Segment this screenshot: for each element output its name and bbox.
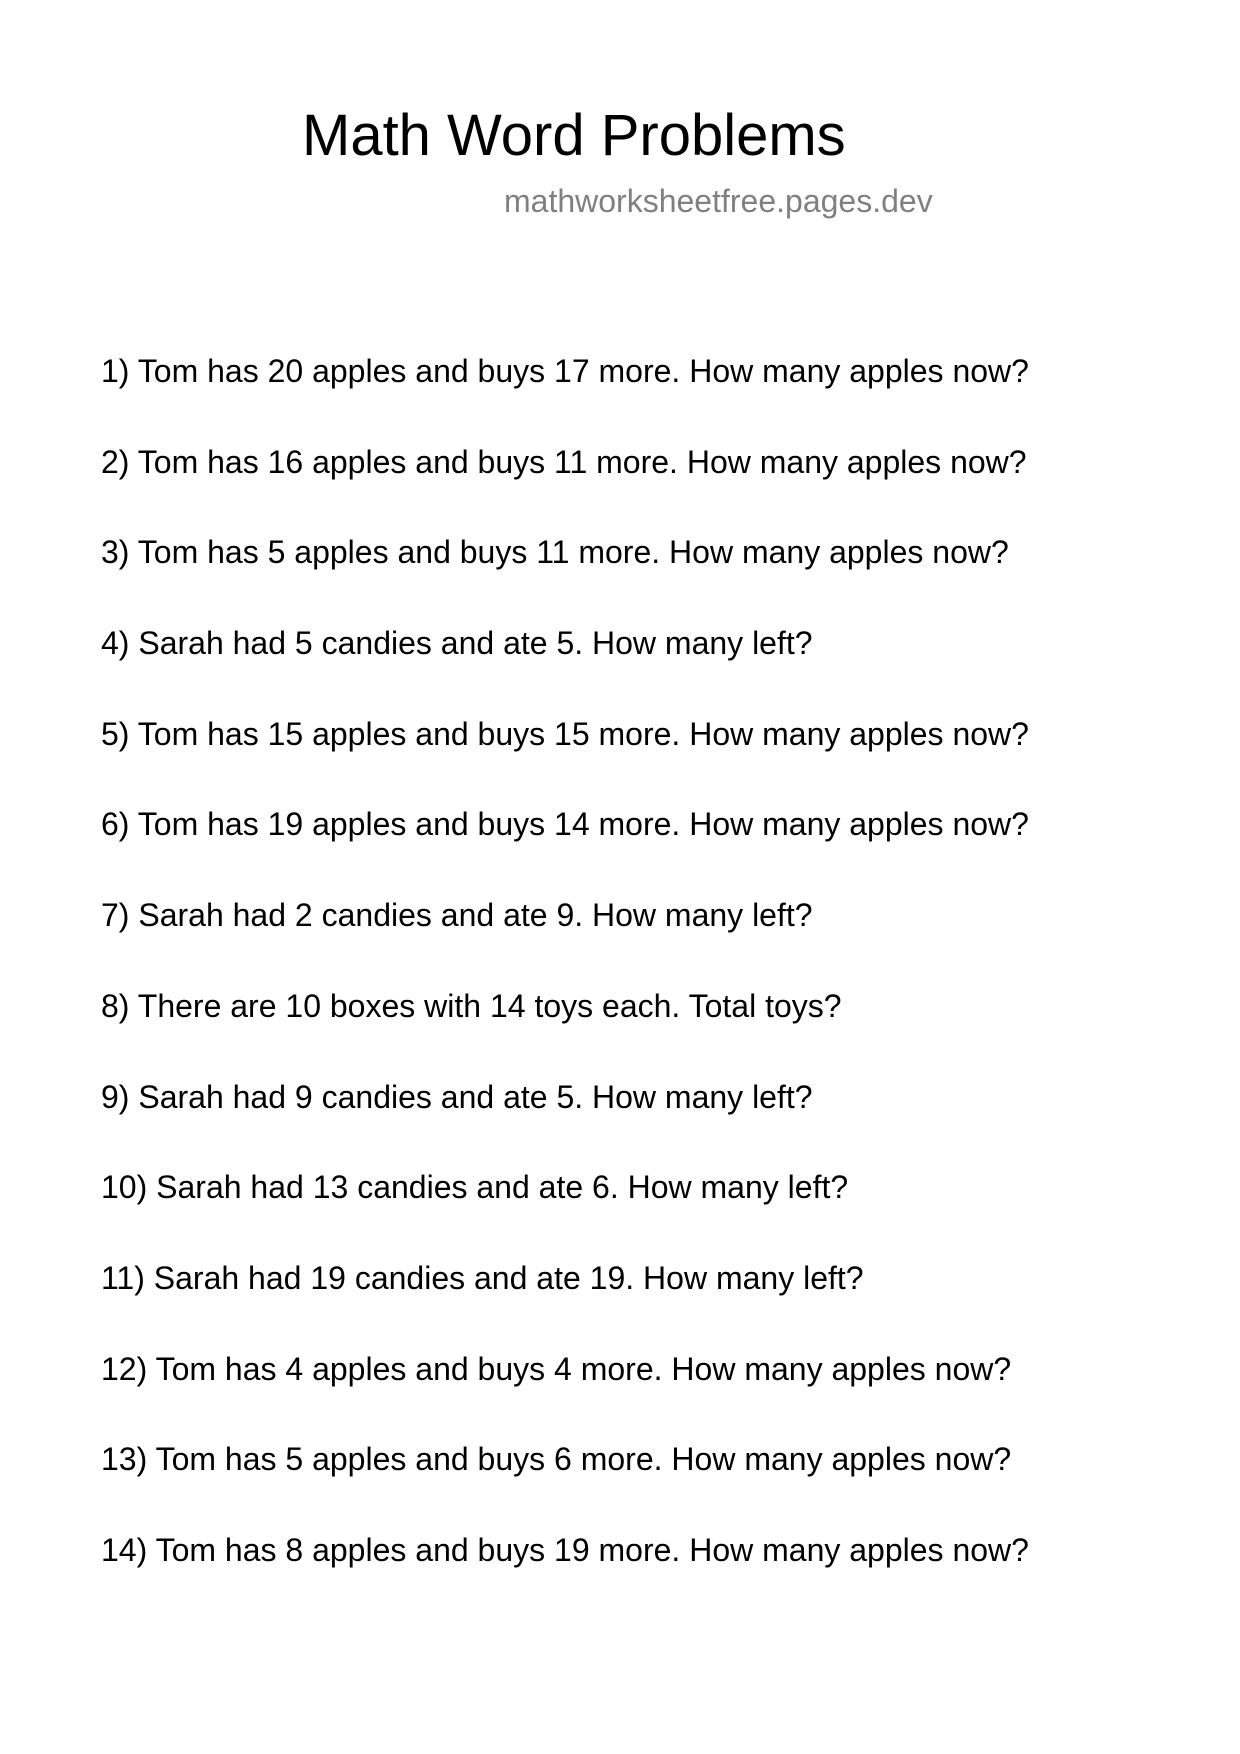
problem-item: 11) Sarah had 19 candies and ate 19. How many left? — [101, 1259, 864, 1296]
problem-item: 12) Tom has 4 apples and buys 4 more. How many apples now? — [101, 1350, 1012, 1387]
problem-item: 5) Tom has 15 apples and buys 15 more. How many apples now? — [101, 715, 1029, 752]
problem-item: 9) Sarah had 9 candies and ate 5. How many left? — [101, 1078, 813, 1115]
problem-item: 4) Sarah had 5 candies and ate 5. How many left? — [101, 625, 813, 662]
problem-item: 2) Tom has 16 apples and buys 11 more. How many apples now? — [101, 443, 1027, 480]
problem-item: 10) Sarah had 13 candies and ate 6. How many left? — [101, 1169, 849, 1206]
problem-item: 7) Sarah had 2 candies and ate 9. How many left? — [101, 897, 813, 934]
problem-item: 14) Tom has 8 apples and buys 19 more. How many apples now? — [101, 1531, 1029, 1568]
site-url: mathworksheetfree.pages.dev — [504, 183, 933, 219]
problem-list — [101, 350, 1029, 1620]
problem-item: 6) Tom has 19 apples and buys 14 more. How many apples now? — [101, 806, 1029, 843]
problem-item: 3) Tom has 5 apples and buys 11 more. How many apples now? — [101, 534, 1009, 571]
page-title: Math Word Problems — [302, 103, 846, 168]
problem-item: 8) There are 10 boxes with 14 toys each. Total toys? — [101, 987, 842, 1024]
problem-item: 1) Tom has 20 apples and buys 17 more. How many apples now? — [101, 353, 1029, 389]
problem-item: 13) Tom has 5 apples and buys 6 more. How many apples now? — [101, 1441, 1012, 1478]
